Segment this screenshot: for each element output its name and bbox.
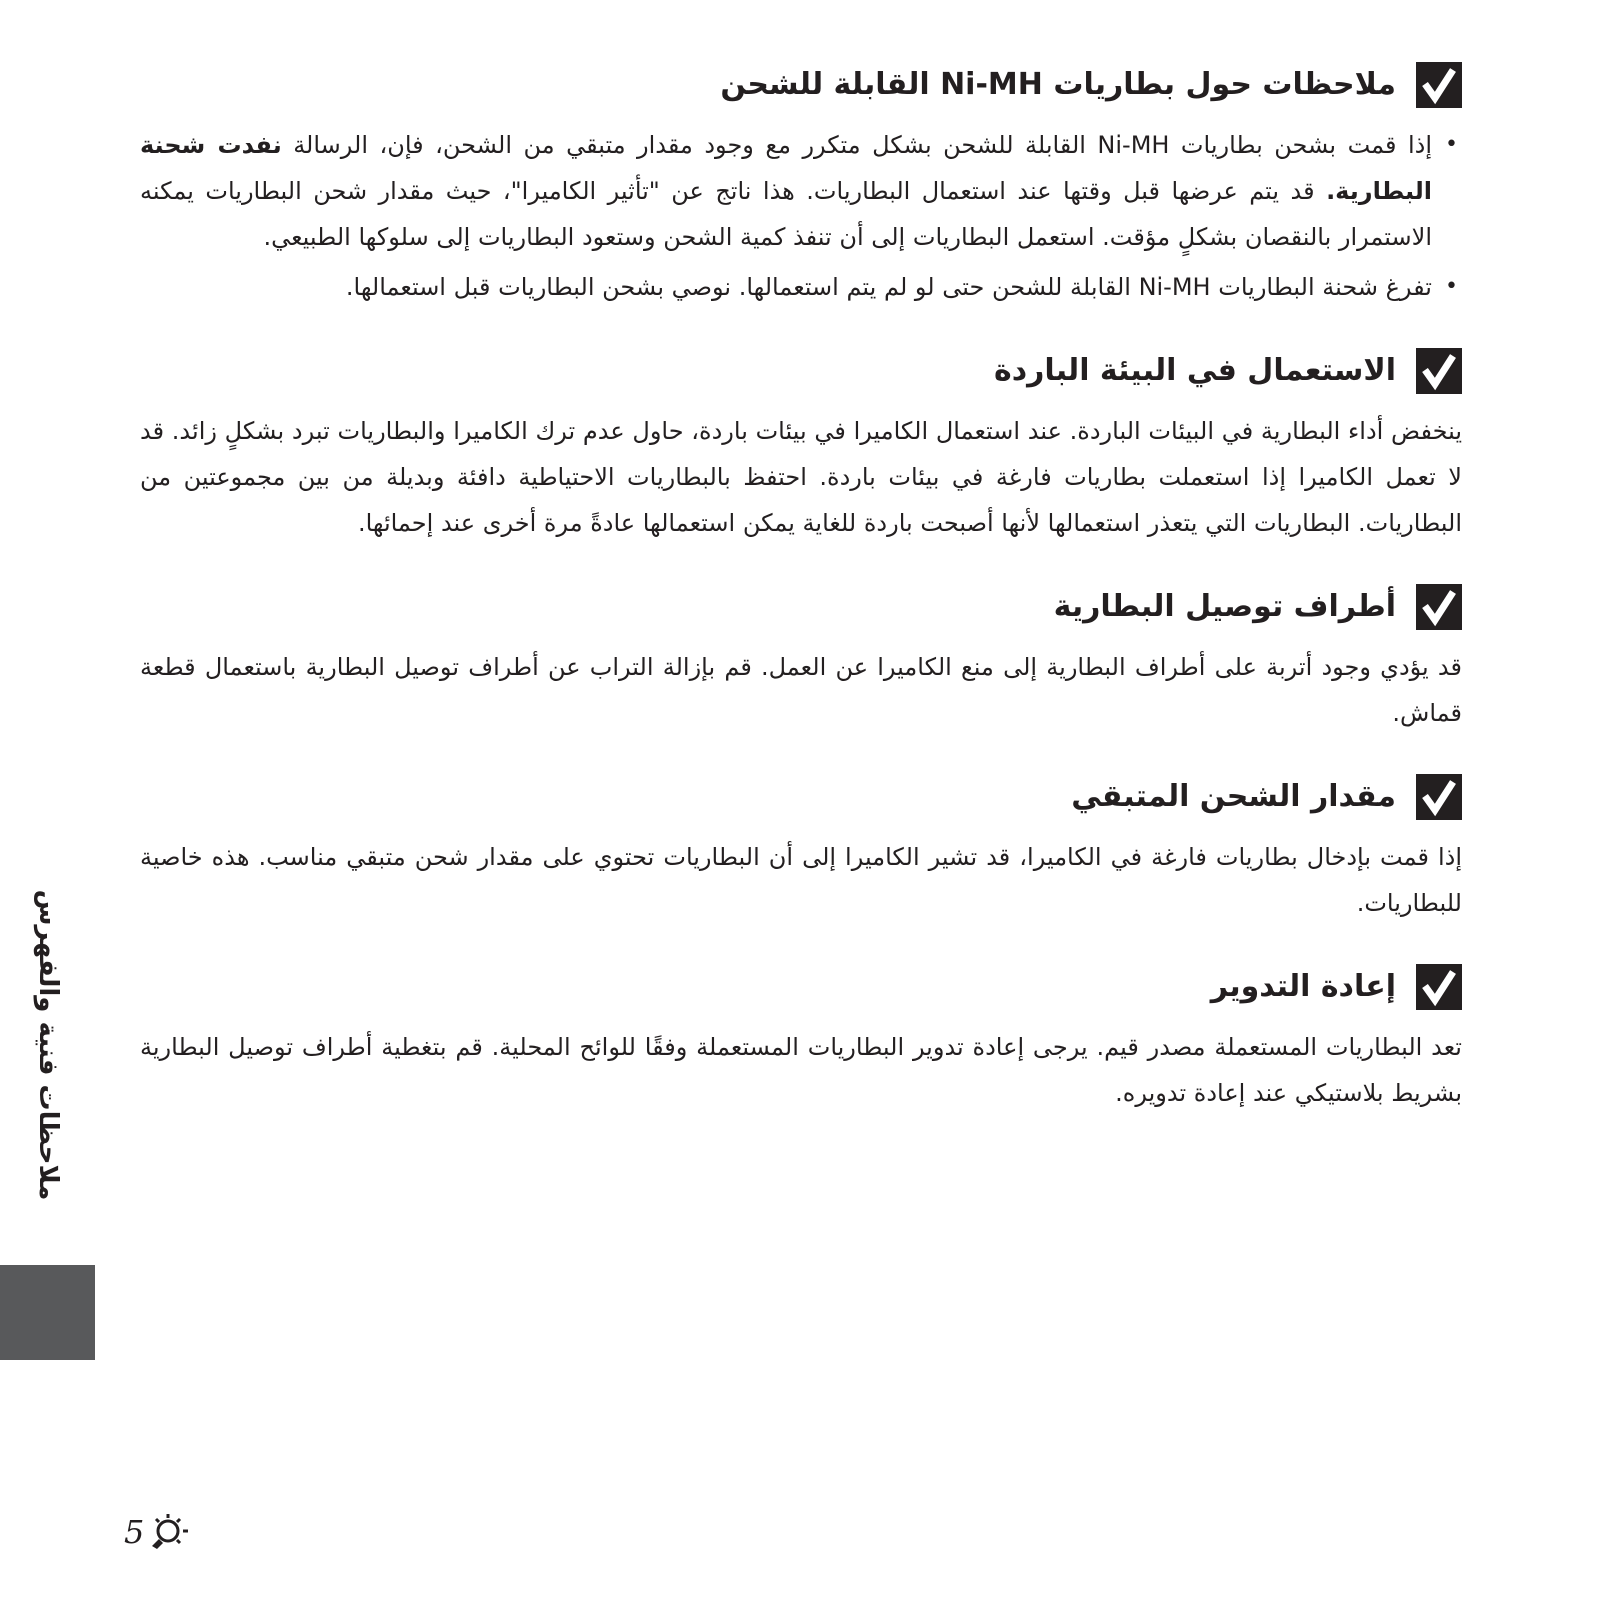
section-heading <box>140 774 1462 820</box>
light-bulb-icon <box>144 1512 192 1552</box>
section-recycling <box>140 964 1462 1116</box>
list-item <box>140 264 1462 310</box>
section-body: تعد البطاريات المستعملة مصدر قيم. يرجى إعادة تدوير البطاريات المستعملة وفقًا للوائح المحلية. قم بتغطية أطراف توصيل البطارية بشريط بلاستيكي عند إعادة تدويره. <box>140 1033 1462 1107</box>
bullet-list <box>140 122 1462 310</box>
bullet-text: تفرغ شحنة البطاريات Ni-MH القابلة للشحن حتى لو لم يتم استعمالها. نوصي بشحن البطاريات قبل استعمالها. <box>345 273 1432 301</box>
check-mark-icon <box>1416 964 1462 1010</box>
check-mark-icon <box>1416 62 1462 108</box>
section-heading <box>140 348 1462 394</box>
section-heading <box>140 62 1462 108</box>
section-body: ينخفض أداء البطارية في البيئات الباردة. عند استعمال الكاميرا في بيئات باردة، حاول عدم ترك الكاميرا والبطاريات تبرد بشكلٍ زائد. قد لا تعمل الكاميرا إذا استعملت بطاريات فارغة في بيئات باردة. احتفظ بالبطاريات الاحتياطية دافئة وبديلة من بين مجموعتين من البطاريات. البطاريات التي يتعذر استعمالها لأنها أصبحت باردة للغاية يمكن استعمالها عادةً مرة أخرى عند إحمائها. <box>140 417 1462 537</box>
check-mark-icon <box>1416 584 1462 630</box>
bullet-icon: • <box>1445 132 1458 157</box>
section-title: الاستعمال في البيئة الباردة <box>994 353 1396 388</box>
section-heading <box>140 964 1462 1010</box>
section-nimh-batteries <box>140 62 1462 310</box>
list-item <box>140 122 1462 260</box>
bullet-bold-message: نفدت شحنة البطارية. <box>140 131 1432 205</box>
section-remaining-charge <box>140 774 1462 926</box>
section-title: ملاحظات حول بطاريات Ni-MH القابلة للشحن <box>720 67 1396 102</box>
section-cold-environment <box>140 348 1462 546</box>
section-heading <box>140 584 1462 630</box>
check-mark-icon <box>1416 774 1462 820</box>
side-chapter-tab <box>0 1265 95 1360</box>
section-title: إعادة التدوير <box>1210 969 1396 1004</box>
bullet-text-continued: قد يتم عرضها قبل وقتها عند استعمال البطاريات. هذا ناتج عن "تأثير الكاميرا"، حيث مقدار شحن البطاريات يمكنه الاستمرار بالنقصان بشكلٍ مؤقت. استعمل البطاريات إلى أن تنفذ كمية الشحن وستعود البطاريات إلى سلوكها الطبيعي. <box>140 177 1432 251</box>
section-body: إذا قمت بإدخال بطاريات فارغة في الكاميرا، قد تشير الكاميرا إلى أن البطاريات تحتوي على مقدار شحن متبقي مناسب. هذه خاصية للبطاريات. <box>140 843 1462 917</box>
section-title: مقدار الشحن المتبقي <box>1071 779 1396 814</box>
section-body: قد يؤدي وجود أتربة على أطراف البطارية إلى منع الكاميرا عن العمل. قم بإزالة التراب عن أطراف توصيل البطارية باستعمال قطعة قماش. <box>140 653 1462 727</box>
side-chapter-label: ملاحظات فنية والفهرس <box>33 889 63 1201</box>
main-content <box>140 62 1462 1154</box>
check-mark-icon <box>1416 348 1462 394</box>
bullet-text: إذا قمت بشحن بطاريات Ni-MH القابلة للشحن بشكل متكرر مع وجود مقدار متبقي من الشحن، فإن، الرسالة <box>281 131 1432 159</box>
page-number <box>124 1512 192 1552</box>
page-number-text: 5 <box>124 1513 145 1551</box>
section-battery-terminals <box>140 584 1462 736</box>
section-title: أطراف توصيل البطارية <box>1053 589 1396 624</box>
bullet-icon: • <box>1445 274 1458 299</box>
